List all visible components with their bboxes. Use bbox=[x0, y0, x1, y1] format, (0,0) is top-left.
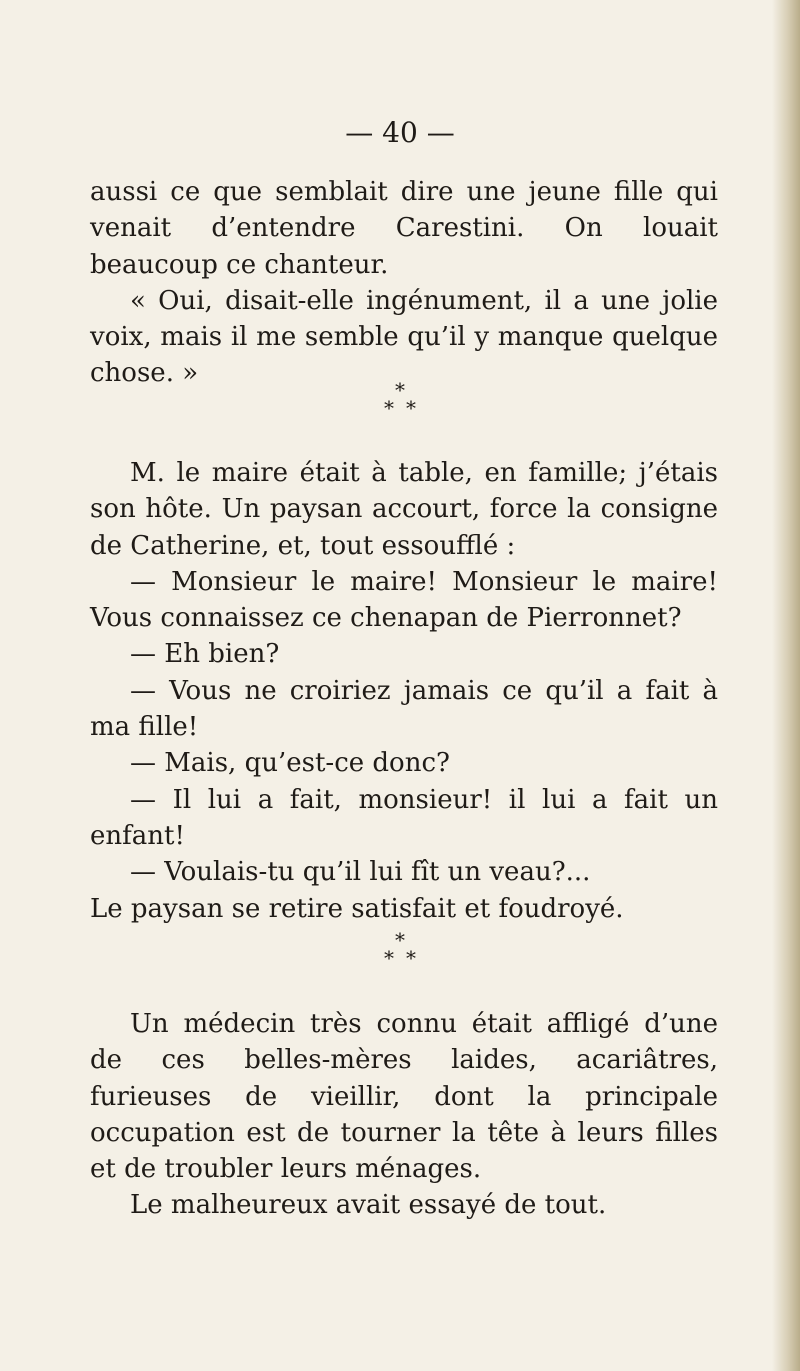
asterism-separator bbox=[0, 928, 800, 970]
paragraph: Un médecin très connu était affligé d’une de ces belles-mères laides, acariâtres, furieuses de vieillir, dont la principale occupation est de tourner la tête à leurs filles et de troubler leurs ménages. bbox=[90, 1009, 718, 1185]
paragraph: — Il lui a fait, monsieur! il lui a fait un enfant! bbox=[90, 784, 718, 851]
asterism-separator bbox=[0, 378, 800, 420]
page-number: — 40 — bbox=[345, 116, 455, 149]
paragraph: — Eh bien? bbox=[130, 639, 280, 670]
asterism-top: * bbox=[395, 928, 405, 952]
page-edge-shadow bbox=[772, 0, 800, 1371]
section-carestini bbox=[90, 174, 718, 392]
paragraph: Le paysan se retire satisfait et foudroyé. bbox=[90, 893, 624, 924]
paragraph: aussi ce que semblait dire une jeune fille qui venait d’entendre Carestini. On louait beaucoup ce chanteur. bbox=[90, 177, 718, 280]
paragraph: — Vous ne croiriez jamais ce qu’il a fait à ma fille! bbox=[90, 675, 718, 743]
paragraph: « Oui, disait-elle ingénument, il a une jolie voix, mais il me semble qu’il y manque quelque chose. » bbox=[90, 285, 718, 389]
section-medecin bbox=[90, 1006, 718, 1224]
asterism-bottom: ** bbox=[384, 946, 428, 970]
asterism-top: * bbox=[395, 378, 405, 402]
section-maire bbox=[90, 455, 718, 927]
paragraph: — Voulais-tu qu’il lui fît un veau?... bbox=[130, 857, 591, 888]
paragraph: M. le maire était à table, en famille; j’étais son hôte. Un paysan accourt, force la consigne de Catherine, et, tout essoufflé : bbox=[90, 458, 718, 561]
paragraph: — Monsieur le maire! Monsieur le maire! Vous connaissez ce chenapan de Pierronnet? bbox=[90, 566, 718, 634]
asterism-bottom: ** bbox=[384, 396, 428, 420]
paragraph: Le malheureux avait essayé de tout. bbox=[130, 1190, 607, 1221]
paragraph: — Mais, qu’est-ce donc? bbox=[130, 748, 450, 779]
